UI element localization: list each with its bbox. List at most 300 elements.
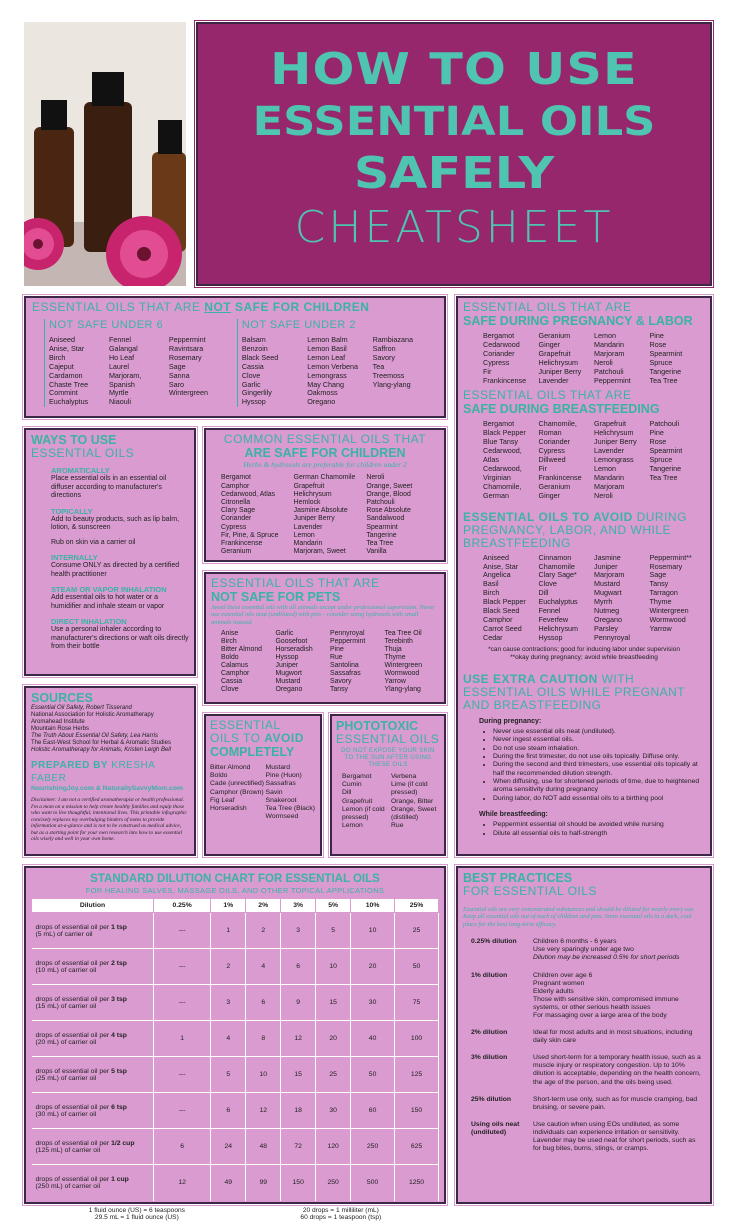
table-cell: 49: [211, 1165, 246, 1201]
oil-name: Saro: [168, 379, 185, 389]
under-2-list: [242, 336, 438, 407]
oil-name: Patchouli: [594, 366, 624, 376]
oil-name: Wormwood: [384, 669, 420, 677]
oil-column: [594, 554, 650, 643]
dilution-foot-2a: 20 drops = 1 milliliter (mL): [302, 1206, 379, 1214]
oil-name: Fir: [483, 366, 492, 376]
row-amount: 4 tsp: [111, 1031, 127, 1039]
pregnancy-heading-bold: SAFE DURING PREGNANCY & LABOR: [463, 314, 693, 328]
oil-name: Pine: [649, 331, 664, 340]
row-pre: drops of essential oil per: [35, 959, 112, 967]
oil-name: Grapefruit: [342, 797, 373, 805]
oil-name: Angelica: [483, 570, 511, 580]
oil-name: Rosemary: [649, 561, 683, 571]
way-text: Add to beauty products, such as lip balm, lotion, & sunscreen: [51, 515, 180, 531]
oil-name: Hemlock: [293, 499, 321, 507]
safe-children-note: Herbs & hydrosols are preferable for children under 2: [243, 460, 407, 469]
oil-name: Spearmint: [649, 348, 683, 358]
oil-name: Thuja: [384, 646, 402, 654]
oil-name: Cypress: [483, 357, 510, 367]
oil-name: Savory: [372, 352, 395, 362]
oil-name: Mustard: [594, 579, 620, 589]
oil-name: Coriander: [483, 348, 515, 358]
column-header: 10%: [351, 899, 395, 913]
avoid-completely-box: [204, 714, 322, 856]
oil-name: Snakeroot: [265, 796, 297, 804]
oil-name: Neroli: [594, 357, 613, 367]
row-label: [32, 1093, 154, 1129]
way-text: Add essential oils to hot water or a humidifier and inhale steam or vapor: [51, 594, 165, 610]
table-cell: 1: [154, 1021, 211, 1057]
dilution-label: 0.25% dilution: [471, 938, 517, 946]
oil-name: Dill: [342, 789, 352, 797]
oil-name: Cajeput: [49, 361, 74, 371]
table-cell: 18: [281, 1093, 316, 1129]
sources-heading: SOURCES: [31, 691, 93, 705]
oil-name: Lavender: [293, 523, 323, 531]
hero-photo: [24, 22, 186, 286]
avoid-heading-4: COMPLETELY: [210, 745, 295, 759]
avoid-note-2: **okay during pregnancy; avoid while breastfeeding: [510, 654, 658, 662]
table-cell: 4: [211, 1021, 246, 1057]
way-text: Rub on skin via a carrier oil: [51, 538, 136, 546]
table-cell: 6: [211, 1093, 246, 1129]
table-cell: 150: [395, 1093, 439, 1129]
oil-name: Helichrysum: [538, 357, 579, 367]
oil-column: [221, 630, 276, 693]
oil-name: Wintergreen: [384, 661, 423, 669]
title-line-2: ESSENTIAL OILS: [252, 99, 656, 145]
oil-name: Basil: [483, 579, 499, 589]
table-cell: ---: [154, 1057, 211, 1093]
oil-name: Tea Tree Oil: [384, 630, 422, 638]
oil-name: Bergamot: [221, 474, 251, 482]
oil-name: Rose Absolute: [366, 507, 411, 515]
row-label: [32, 913, 154, 949]
table-cell: 250: [316, 1165, 351, 1201]
row-pre: drops of essential oil per: [35, 995, 112, 1003]
oil-name: Chaste Tree: [49, 379, 89, 389]
pregnancy-box: [456, 296, 712, 856]
oil-name: Ginger: [538, 490, 561, 500]
oil-name: Camphor: [221, 669, 250, 677]
avoid-note-1: *can cause contractions; good for inducing labor under supervision: [488, 645, 680, 653]
table-row: [32, 949, 439, 985]
oil-name: Parsley: [594, 623, 618, 633]
oil-name: Mandarin: [594, 472, 624, 482]
phototoxic-sub: DO NOT EXPOSE YOUR SKIN TO THE SUN AFTER USING THESE OILS: [341, 747, 435, 768]
oil-name: Fig Leaf: [210, 796, 235, 804]
pets-note: Avoid these essential oils with all animals except under professional supervision. Never use essential oils neat (undiluted) with pets - consider using hydrosols with small animals instead.: [211, 604, 435, 626]
oil-name: Savory: [330, 677, 352, 685]
source-item: Mountain Rose Herbs: [31, 726, 90, 732]
oil-name: Rose: [649, 339, 667, 349]
oil-name: Clary Sage: [221, 507, 256, 515]
dilution-sub: FOR HEALING SALVES, MASSAGE OILS, AND OTHER TOPICAL APPLICATIONS: [85, 886, 385, 895]
table-cell: 12: [246, 1093, 281, 1129]
oil-name: Camphor: [221, 482, 250, 490]
oil-name: Geranium: [538, 481, 571, 491]
table-cell: ---: [154, 913, 211, 949]
bf-caution-list: [493, 821, 705, 838]
row-post: (5 mL) of carrier oil: [35, 930, 93, 938]
dilution-note: Dilution may be increased 0.5% for short periods: [533, 954, 680, 962]
dilution-use: Ideal for most adults and in most situations, including daily skin care: [533, 1029, 693, 1045]
table-cell: ---: [154, 1093, 211, 1129]
oil-name: Lemon (if cold pressed): [342, 805, 385, 822]
table-cell: 6: [281, 949, 316, 985]
table-cell: 15: [316, 985, 351, 1021]
dilution-use: For massaging over a large area of the body: [533, 1011, 667, 1019]
oil-name: Yarrow: [649, 623, 672, 633]
oil-name: Juniper Berry: [293, 515, 335, 523]
oil-name: Lemon Leaf: [307, 352, 346, 362]
table-cell: 15: [281, 1057, 316, 1093]
oil-name: Wintergreen: [649, 606, 689, 616]
oil-name: Coriander: [538, 437, 571, 447]
oil-name: Rambiazana: [372, 335, 413, 344]
oil-name: Juniper: [594, 561, 618, 571]
oil-column: [483, 420, 539, 500]
oil-name: Cardamon: [49, 370, 83, 380]
list-item: • Dilute all essential oils to half-strength: [493, 830, 705, 838]
column-header: 1%: [211, 899, 246, 913]
oil-name: Fir, Pine, & Spruce: [221, 531, 279, 539]
oil-name: Clove: [241, 370, 261, 380]
oil-column: [109, 336, 169, 407]
list-item: • During labor, do NOT add essential oils to a birthing pool: [493, 795, 705, 803]
table-row: [32, 1021, 439, 1057]
disclaimer: Disclaimer: I am not a certified aromatherapist or health professional. I'm a mom on a mission to help create healthy families and equip those who want to live thoughtful, intentional lives. This printable infographic concisely replaces my overbulging binders of notes to provide information at-a-glance and is not to be construed as medical advice, but as a starting point for your own research into how to use essential oils wisely and well in your own home.: [31, 797, 187, 842]
oil-name: Chamomile, German: [483, 481, 522, 500]
table-cell: 1250: [395, 1165, 439, 1201]
oil-column: [242, 336, 307, 407]
oil-name: Boldo: [210, 772, 228, 780]
best-practice-row: [463, 938, 705, 962]
oil-name: Birch: [221, 638, 237, 646]
dilution-label: 3% dilution: [471, 1054, 508, 1062]
list-item: • Do not use steam inhalation.: [493, 745, 705, 753]
oil-name: Lemon: [594, 331, 616, 340]
oil-name: Aniseed: [483, 552, 509, 562]
row-label: [32, 1021, 154, 1057]
row-pre: drops of essential oil per: [35, 1139, 112, 1147]
oil-name: Euchalyptus: [538, 597, 578, 607]
way-text: Place essential oils in an essential oil diffuser according to manufacturer's directions: [51, 475, 167, 499]
oil-name: Tea Tree (Black): [265, 805, 316, 813]
oil-name: Birch: [49, 352, 66, 362]
oil-name: Goosefoot: [275, 638, 308, 646]
oil-name: Cypress: [221, 523, 247, 531]
oil-name: Ylang-ylang: [384, 685, 421, 693]
not-safe-children-box: [24, 296, 446, 418]
oil-name: Frankincense: [483, 375, 527, 385]
source-item: Aromahead Institute: [31, 719, 85, 725]
oil-name: Orange, Sweet: [366, 482, 413, 490]
oil-column: [650, 554, 706, 643]
oil-name: Thyme: [649, 597, 672, 607]
table-cell: 99: [246, 1165, 281, 1201]
oil-name: Bergamot: [342, 773, 372, 780]
way-text: Use a personal inhaler according to manufacturer's directions or waft oils directly from their bottle: [51, 626, 189, 650]
pregnancy-list: [483, 332, 705, 385]
list-item: • When diffusing, use for shortened periods of time, due to heightened aroma sensitivity during pregnancy: [493, 778, 705, 795]
row-pre: drops of essential oil per: [35, 1103, 112, 1111]
dilution-use: Pregnant women: [533, 979, 585, 987]
table-cell: 6: [246, 985, 281, 1021]
ways-heading-1: WAYS TO USE: [31, 433, 117, 447]
dilution-use: Those with sensitive skin, compromised immune systems, or other serious health issues: [533, 995, 679, 1011]
list-item: • During the second and third trimesters, use essential oils topically at half the recommended dilution strength.: [493, 761, 705, 778]
row-post: (30 mL) of carrier oil: [35, 1110, 97, 1118]
oil-name: Ravintsara: [168, 343, 204, 353]
pets-heading-1: ESSENTIAL OILS THAT ARE: [211, 576, 380, 590]
table-cell: 3: [211, 985, 246, 1021]
oil-name: Lemon Verbena: [307, 361, 358, 371]
oil-name: Grapefruit: [538, 348, 571, 358]
row-pre: drops of essential oil per: [35, 1067, 112, 1075]
oil-name: Bergamot: [483, 331, 515, 340]
prepared-by: PREPARED BY KRESHA FABER: [31, 760, 155, 784]
table-cell: 48: [246, 1129, 281, 1165]
way-text: Consume ONLY as directed by a certified health practitioner: [51, 562, 180, 578]
oil-name: Santolina: [330, 661, 359, 669]
source-item: The East-West School for Herbal & Aromatic Studies: [31, 740, 171, 746]
oil-name: Verbena: [391, 773, 417, 780]
table-cell: 6: [154, 1129, 211, 1165]
sources-box: [24, 686, 196, 856]
oil-name: Peppermint**: [649, 552, 692, 562]
best-practice-row: [463, 972, 705, 1021]
oil-name: Juniper Berry: [538, 366, 582, 376]
oil-name: Pennyroyal: [330, 630, 365, 638]
oil-name: Frankincense: [538, 472, 582, 482]
oil-column: [276, 630, 331, 693]
table-row: [32, 1057, 439, 1093]
table-cell: 20: [316, 1021, 351, 1057]
oil-name: Peppermint: [594, 375, 631, 385]
avoid-list-1: [210, 764, 266, 821]
phototoxic-list-1: [336, 773, 391, 830]
oil-name: Carrot Seed: [483, 623, 522, 633]
oil-name: Fennel: [538, 606, 561, 616]
oil-name: Black Pepper: [483, 428, 526, 438]
list-item: • Peppermint essential oil should be avoided while nursing: [493, 821, 705, 829]
way-label: TOPICALLY: [51, 506, 93, 516]
table-cell: 4: [246, 949, 281, 985]
oil-name: Cedarwood, Atlas: [483, 446, 522, 465]
oil-name: Marjoram, Sweet: [293, 548, 346, 556]
oil-name: Patchouli: [649, 419, 680, 429]
oil-name: Clove: [221, 685, 239, 693]
oil-name: Juniper Berry: [594, 437, 637, 447]
oil-name: Gingerlily: [241, 388, 272, 398]
oil-name: Juniper: [275, 661, 299, 669]
row-post: (250 mL) of carrier oil: [35, 1182, 101, 1190]
oil-name: Marjoram: [594, 570, 625, 580]
oil-name: Dill: [538, 588, 549, 598]
oil-name: Pine (Huon): [265, 772, 302, 780]
oil-name: Rose: [649, 437, 667, 447]
oil-name: Cedarwood: [483, 339, 520, 349]
list-item: • Never ingest essential oils.: [493, 736, 705, 744]
source-item: Holistic Aromatherapy for Animals, Kristen Leigh Bell: [31, 747, 171, 753]
oil-name: May Chang: [307, 379, 344, 389]
avoid-list-2: [266, 764, 316, 821]
safe-children-list: [221, 474, 439, 556]
source-item: National Association for Holistic Aromatherapy: [31, 712, 154, 718]
oil-column: [221, 474, 294, 556]
column-header: 3%: [281, 899, 316, 913]
oil-name: Lime (if cold pressed): [391, 781, 428, 797]
oil-name: Orange, Bitter: [391, 797, 434, 805]
best-practices-list: [463, 938, 705, 1153]
oil-name: Rue: [391, 822, 404, 830]
table-cell: 500: [351, 1165, 395, 1201]
oil-name: Spruce: [649, 357, 673, 367]
column-header: 25%: [395, 899, 439, 913]
oil-name: Spearmint: [366, 523, 398, 531]
under-2-label: NOT SAFE UNDER 2: [241, 319, 356, 331]
list-item: • Never use essential oils neat (undiluted).: [493, 728, 705, 736]
dilution-foot-1a: 1 fluid ounce (US) = 6 teaspoons: [88, 1206, 185, 1214]
dilution-chart-box: [24, 866, 446, 1221]
under-6-label: NOT SAFE UNDER 6: [49, 319, 164, 331]
table-cell: 2: [211, 949, 246, 985]
oil-column: [483, 554, 539, 643]
oil-name: Hyssop: [538, 632, 563, 642]
sources-list: [31, 705, 189, 754]
oil-name: Cedarwood, Virginian: [483, 463, 522, 482]
oil-bottles-flowers-illustration: [24, 22, 186, 286]
table-row: [32, 1129, 439, 1165]
oil-name: Wormwood: [649, 614, 686, 624]
oil-name: Jasmine: [594, 552, 621, 562]
column-header: 0.25%: [154, 899, 211, 913]
oil-column: [594, 332, 650, 385]
table-cell: 20: [351, 949, 395, 985]
author-sites-link[interactable]: NourishingJoy.com & NaturallySavvyMom.com: [31, 785, 184, 792]
row-pre: drops of essential oil per: [35, 1175, 112, 1183]
oil-name: Helichrysum: [293, 490, 332, 498]
oil-name: Jasmine Absolute: [293, 507, 348, 515]
oil-name: Ylang-ylang: [372, 379, 411, 389]
best-practice-row: [463, 1096, 705, 1112]
oil-name: Geranium: [221, 548, 252, 556]
oil-name: Fir: [538, 463, 547, 473]
dilution-use: Children 6 months - 6 years: [533, 938, 617, 946]
table-row: [32, 1165, 439, 1201]
oil-column: [307, 336, 372, 407]
oil-name: Chamomile: [538, 561, 575, 571]
table-cell: 3: [281, 913, 316, 949]
safe-children-box: [204, 428, 446, 562]
row-label: [32, 1057, 154, 1093]
oil-name: Oregano: [594, 614, 622, 624]
column-header: Dilution: [32, 899, 154, 913]
oil-name: Marjoram: [594, 481, 625, 491]
table-cell: ---: [154, 985, 211, 1021]
oil-name: Tea: [372, 361, 385, 371]
oil-name: Orange, Blood: [366, 490, 411, 498]
oil-name: Black Seed: [483, 606, 520, 616]
way-label: INTERNALLY: [51, 553, 98, 562]
oil-name: Lavender: [538, 375, 569, 385]
oil-name: Lemon: [293, 531, 315, 539]
table-cell: 50: [395, 949, 439, 985]
dilution-label: 25% dilution: [471, 1095, 512, 1103]
row-post: (10 mL) of carrier oil: [35, 966, 97, 974]
table-cell: 10: [316, 949, 351, 985]
oil-name: Niaouli: [108, 397, 131, 407]
oil-name: Tea Tree: [366, 540, 394, 548]
row-post: (15 mL) of carrier oil: [35, 1002, 97, 1010]
table-cell: 24: [211, 1129, 246, 1165]
title-line-3: SAFELY: [353, 148, 555, 199]
oil-name: Orange, Sweet (distilled): [391, 805, 437, 822]
table-cell: 12: [154, 1165, 211, 1201]
oil-name: Feverfew: [538, 614, 569, 624]
oil-column: [49, 336, 109, 407]
oil-name: Cypress: [538, 446, 565, 456]
row-post: (25 mL) of carrier oil: [35, 1074, 97, 1082]
oil-name: Sage: [168, 361, 186, 371]
oil-name: Mugwort: [275, 669, 302, 677]
oil-name: Tansy: [649, 579, 669, 589]
oil-name: Cinnamon: [538, 552, 572, 562]
oil-name: Calamus: [221, 661, 249, 669]
oil-name: Anise, Star: [49, 343, 85, 353]
table-row: [32, 1093, 439, 1129]
table-cell: 1: [211, 913, 246, 949]
oil-column: [539, 332, 595, 385]
oil-name: Sandalwood: [366, 515, 405, 523]
oil-name: Chamomile, Roman: [538, 419, 577, 438]
table-cell: 75: [395, 985, 439, 1021]
oil-name: Patchouli: [366, 499, 395, 507]
oil-name: Thyme: [384, 653, 406, 661]
oil-name: Savin: [265, 788, 283, 796]
oil-name: Birch: [483, 588, 500, 598]
oil-name: Sage: [649, 570, 667, 580]
oil-name: Laurel: [108, 361, 129, 371]
table-cell: 60: [351, 1093, 395, 1129]
row-amount: 6 tsp: [111, 1103, 127, 1111]
oil-column: [539, 554, 595, 643]
phototoxic-box: [330, 714, 446, 856]
way-label: STEAM OR VAPOR INHALATION: [51, 585, 167, 594]
oil-name: Cedarwood, Atlas: [221, 490, 276, 498]
oil-name: Bergamot: [483, 419, 515, 429]
oil-name: Bitter Almond: [210, 764, 251, 771]
dilution-use: Use caution when using EOs undiluted, as some individuals can experience irritation or sensitivity. Lavender may be used neat for short periods, such as for bug bites, burns, stings, or cramps.: [533, 1120, 696, 1153]
oil-name: Dillweed: [538, 455, 566, 465]
oil-name: Lemon Basil: [307, 343, 347, 353]
pregnancy-heading: ESSENTIAL OILS THAT ARE: [463, 300, 632, 314]
list-item: • During the first trimester, do not use oils topically. Diffuse only.: [493, 753, 705, 761]
oil-name: Vanilla: [366, 548, 387, 556]
oil-name: Hyssop: [275, 653, 299, 661]
oil-name: Tangerine: [649, 463, 682, 473]
breastfeeding-heading: ESSENTIAL OILS THAT ARE: [463, 388, 632, 403]
dilution-use: Use very sparingly under age two: [533, 946, 634, 954]
table-cell: 12: [281, 1021, 316, 1057]
oil-column: [330, 630, 385, 693]
oil-name: Grapefruit: [293, 482, 325, 490]
dilution-table: [31, 898, 439, 1201]
oil-name: Oregano: [275, 685, 303, 693]
oil-name: Fennel: [108, 335, 131, 344]
